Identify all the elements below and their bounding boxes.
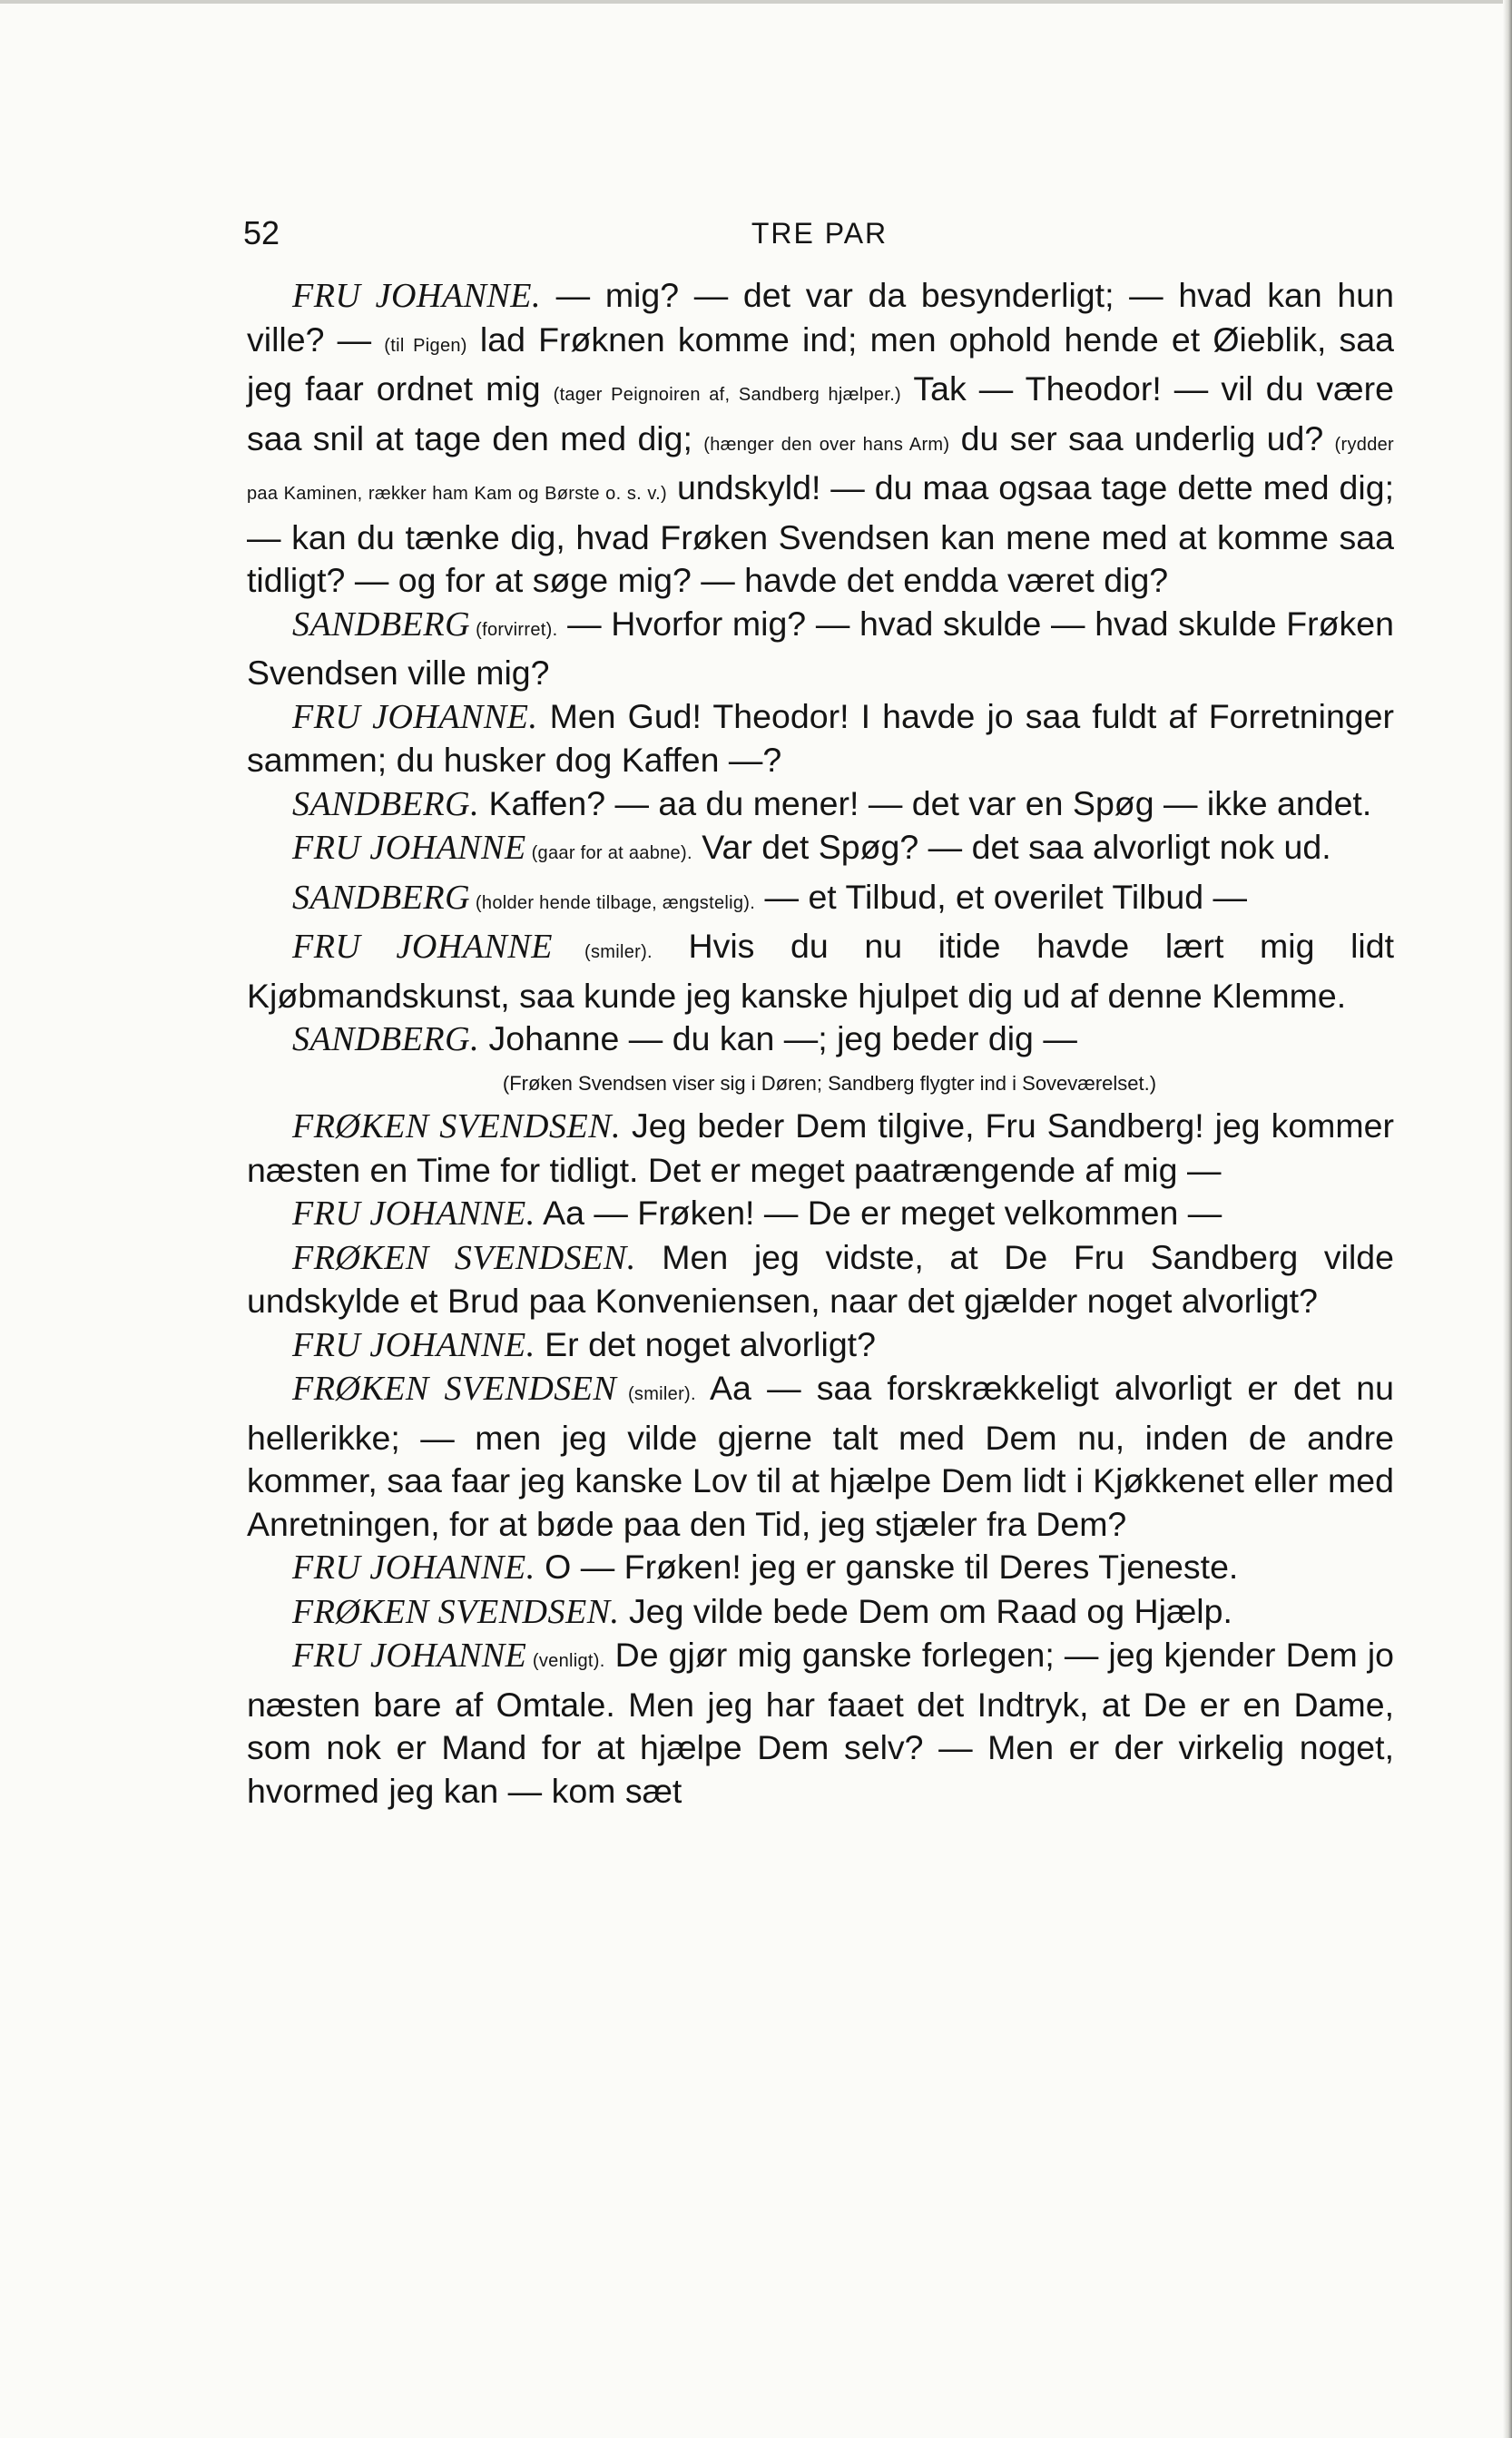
speech xyxy=(247,876,1394,926)
speech-text: Hvis du nu itide havde lært mig lidt Kjøbmandskunst, saa kunde jeg kanske hjulpet dig ud af denne Klemme. xyxy=(247,927,1395,1015)
speech xyxy=(247,782,1394,827)
speaker-name: FRØKEN SVENDSEN xyxy=(292,1370,617,1408)
speech xyxy=(247,1105,1394,1192)
speech xyxy=(247,1367,1394,1546)
running-title: TRE PAR xyxy=(751,217,889,250)
speaker-name: SANDBERG xyxy=(292,605,471,644)
stage-direction: (Frøken Svendsen viser sig i Døren; Sandberg flygter ind i Soveværelset.) xyxy=(502,1071,1157,1095)
speech-text: Men jeg vidste, at De Fru Sandberg vilde undskylde et Brud paa Konveniensen, naar det gjælder noget alvorligt? xyxy=(247,1237,1394,1320)
play-text xyxy=(247,274,1394,1813)
inline-stage-direction: (forvirret). xyxy=(470,619,558,640)
speech-text: Men Gud! Theodor! I havde jo saa fuldt af Forretninger sammen; du husker dog Kaffen —? xyxy=(247,696,1395,779)
speech-text: lad Frøknen komme ind; men ophold hende et Øieblik, saa jeg faar ordnet mig xyxy=(247,319,1394,408)
speech-text: Jeg vilde bede Dem om Raad og Hjælp. xyxy=(619,1591,1232,1630)
speaker-name: SANDBERG xyxy=(292,878,471,917)
speech xyxy=(247,1323,1394,1368)
page-right-edge xyxy=(1503,0,1512,2438)
speaker-name: FRØKEN SVENDSEN. xyxy=(292,1592,620,1631)
speech-text: — Hvorfor mig? — hvad skulde — hvad skulde Frøken Svendsen ville mig? xyxy=(247,604,1394,692)
speaker-name: FRU JOHANNE. xyxy=(292,277,541,315)
speaker-name: FRU JOHANNE. xyxy=(292,1194,535,1233)
speech xyxy=(247,1590,1394,1635)
speech-text: O — Frøken! jeg er ganske til Deres Tjeneste. xyxy=(535,1548,1239,1586)
inline-stage-direction: (gaar for at aabne). xyxy=(525,843,692,863)
inline-stage-direction: (holder hende tilbage, ængstelig). xyxy=(470,892,756,913)
speech-text: De gjør mig ganske forlegen; — jeg kjender Dem jo næsten bare af Omtale. Men jeg har faaet det Indtryk, at De er en Dame, som nok er Mand for at hjælpe Dem selv? — Men er der virkelig noget, hvormed jeg kan — kom sæt xyxy=(247,1636,1395,1810)
page-number: 52 xyxy=(243,214,280,251)
speaker-name: FRU JOHANNE xyxy=(292,1637,527,1675)
speaker-name: SANDBERG. xyxy=(292,784,480,823)
inline-stage-direction: (hænger den over hans Arm) xyxy=(703,434,950,455)
speech xyxy=(247,1017,1394,1062)
speech-text: Tak — Theodor! — vil du være saa snil at tage den med dig; xyxy=(247,369,1394,457)
inline-stage-direction: (venligt). xyxy=(526,1651,605,1671)
speaker-name: FRØKEN SVENDSEN. xyxy=(292,1238,636,1277)
speech-text: Aa — saa forskrækkeligt alvorligt er det nu hellerikke; — men jeg vilde gjerne talt med Dem nu, inden de andre kommer, saa faar jeg kanske Lov til at hjælpe Dem lidt i Kjøkkenet eller med Anretningen, for at bøde paa den Tid, jeg stjæler fra Dem? xyxy=(247,1369,1394,1543)
page-top-edge xyxy=(0,0,1512,4)
speech-text: — et Tilbud, et overilet Tilbud — xyxy=(755,877,1248,916)
speech xyxy=(247,1634,1394,1813)
inline-stage-direction: (rydder paa Kaminen, rækker ham Kam og Børste o. s. v.) xyxy=(247,434,1394,504)
speaker-name: SANDBERG. xyxy=(292,1020,480,1058)
inline-stage-direction: (smiler). xyxy=(616,1384,696,1404)
speaker-name: FRU JOHANNE xyxy=(292,928,553,966)
speech xyxy=(247,826,1394,876)
inline-stage-direction: (smiler). xyxy=(552,942,653,962)
speaker-name: FRU JOHANNE. xyxy=(292,1325,535,1364)
speech xyxy=(247,274,1394,603)
speech-text: Jeg beder Dem tilgive, Fru Sandberg! jeg kommer næsten en Time for tidligt. Det er meget paatrængende af mig — xyxy=(247,1106,1394,1189)
speaker-name: FRU JOHANNE xyxy=(292,829,526,867)
speech-text: — mig? — det var da besynderligt; — hvad kan hun ville? — xyxy=(247,276,1394,359)
speech-text: Var det Spøg? — det saa alvorligt nok ud. xyxy=(692,828,1331,866)
speech-text: Kaffen? — aa du mener! — det var en Spøg — ikke andet. xyxy=(479,783,1372,822)
speaker-name: FRU JOHANNE. xyxy=(292,1548,535,1587)
inline-stage-direction: (til Pigen) xyxy=(384,335,467,356)
speech xyxy=(247,695,1394,782)
speech-text: Aa — Frøken! — De er meget velkommen — xyxy=(535,1194,1222,1232)
speech-text: Johanne — du kan —; jeg beder dig — xyxy=(479,1019,1077,1057)
speech xyxy=(247,925,1394,1017)
page-header xyxy=(243,211,1396,256)
speech xyxy=(247,603,1394,695)
speaker-name: FRØKEN SVENDSEN. xyxy=(292,1107,622,1145)
inline-stage-direction: (tager Peignoiren af, Sandberg hjælper.) xyxy=(553,385,902,405)
speech xyxy=(247,1192,1394,1236)
speech-text: Er det noget alvorligt? xyxy=(535,1324,876,1363)
speech xyxy=(247,1236,1394,1323)
speech xyxy=(247,1546,1394,1590)
speaker-name: FRU JOHANNE. xyxy=(292,697,538,736)
speech-text: undskyld! — du maa ogsaa tage dette med dig; — kan du tænke dig, hvad Frøken Svendsen kan mene med at komme saa tidligt? — og for at søge mig? — havde det endda været dig? xyxy=(247,468,1395,599)
speech-text: du ser saa underlig ud? xyxy=(949,418,1335,457)
